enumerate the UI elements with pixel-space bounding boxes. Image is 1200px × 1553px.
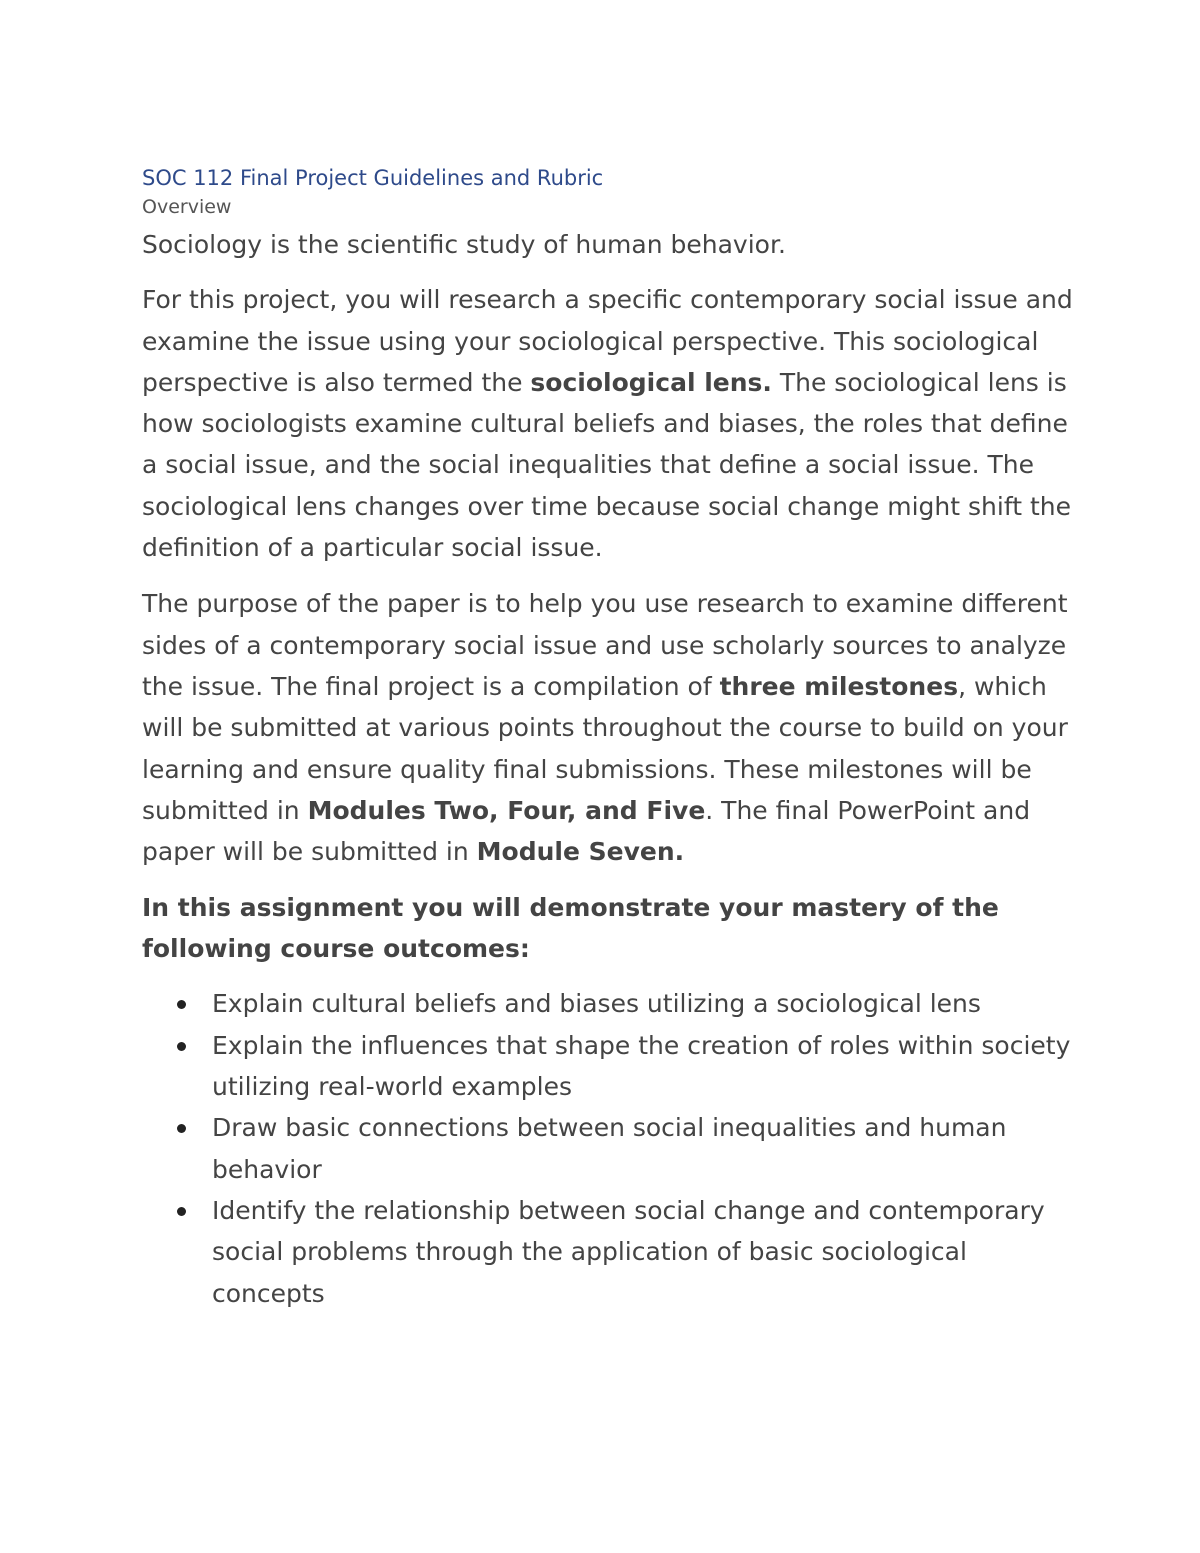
para2-bold-three-milestones: three milestones bbox=[719, 671, 959, 701]
outcome-text: Draw basic connections between social inequalities and human behavior bbox=[212, 1113, 1007, 1184]
paragraph-purpose bbox=[142, 583, 1082, 872]
para2-bold-modules: Modules Two, Four, and Five bbox=[307, 795, 706, 825]
bullet-icon bbox=[177, 1000, 186, 1009]
outcome-text: Explain cultural beliefs and biases utilizing a sociological lens bbox=[212, 989, 981, 1019]
document-title: SOC 112 Final Project Guidelines and Rubric bbox=[142, 166, 604, 190]
para2-text-2: , which will be submitted at various points throughout the course to build on your learning and ensure quality final submissions. These milestones will be submitted in bbox=[142, 671, 1068, 825]
section-label-overview: Overview bbox=[142, 196, 232, 218]
para2-bold-module-seven: Module Seven. bbox=[476, 837, 685, 867]
para1-bold-sociological-lens: sociological lens. bbox=[530, 367, 772, 397]
intro-paragraph: Sociology is the scientific study of human behavior. bbox=[142, 230, 786, 259]
outcomes-list bbox=[142, 983, 1082, 1313]
outcome-item bbox=[142, 1190, 1082, 1314]
bullet-icon bbox=[177, 1207, 186, 1216]
outcome-text: Explain the influences that shape the creation of roles within society utilizing real-world examples bbox=[212, 1030, 1071, 1102]
para1-text-2: The sociological lens is how sociologists examine cultural beliefs and biases, the roles that define a social issue, and the social inequalities that define a social issue. The sociological lens changes over time because social change might shift the definition of a particular social issue. bbox=[142, 367, 1071, 563]
outcomes-heading: In this assignment you will demonstrate your mastery of the following course outcomes: bbox=[142, 893, 999, 964]
outcome-text: Identify the relationship between social change and contemporary social problems through the application of basic sociological concepts bbox=[212, 1195, 1045, 1308]
bullet-icon bbox=[177, 1042, 186, 1051]
para2-text-1: The purpose of the paper is to help you use research to examine different sides of a contemporary social issue and use scholarly sources to analyze the issue. The final project is a compilation of bbox=[142, 589, 1068, 701]
outcome-item bbox=[142, 1107, 1082, 1190]
document-page bbox=[142, 164, 1082, 1314]
paragraph-project-description bbox=[142, 279, 1082, 568]
outcome-item bbox=[142, 983, 1082, 1024]
bullet-icon bbox=[177, 1124, 186, 1133]
para2-text-3: . The final PowerPoint and paper will be submitted in bbox=[142, 795, 1031, 867]
para1-text-1: For this project, you will research a specific contemporary social issue and examine the issue using your sociological perspective. This sociological perspective is also termed the bbox=[142, 285, 1073, 397]
outcome-item bbox=[142, 1025, 1082, 1108]
